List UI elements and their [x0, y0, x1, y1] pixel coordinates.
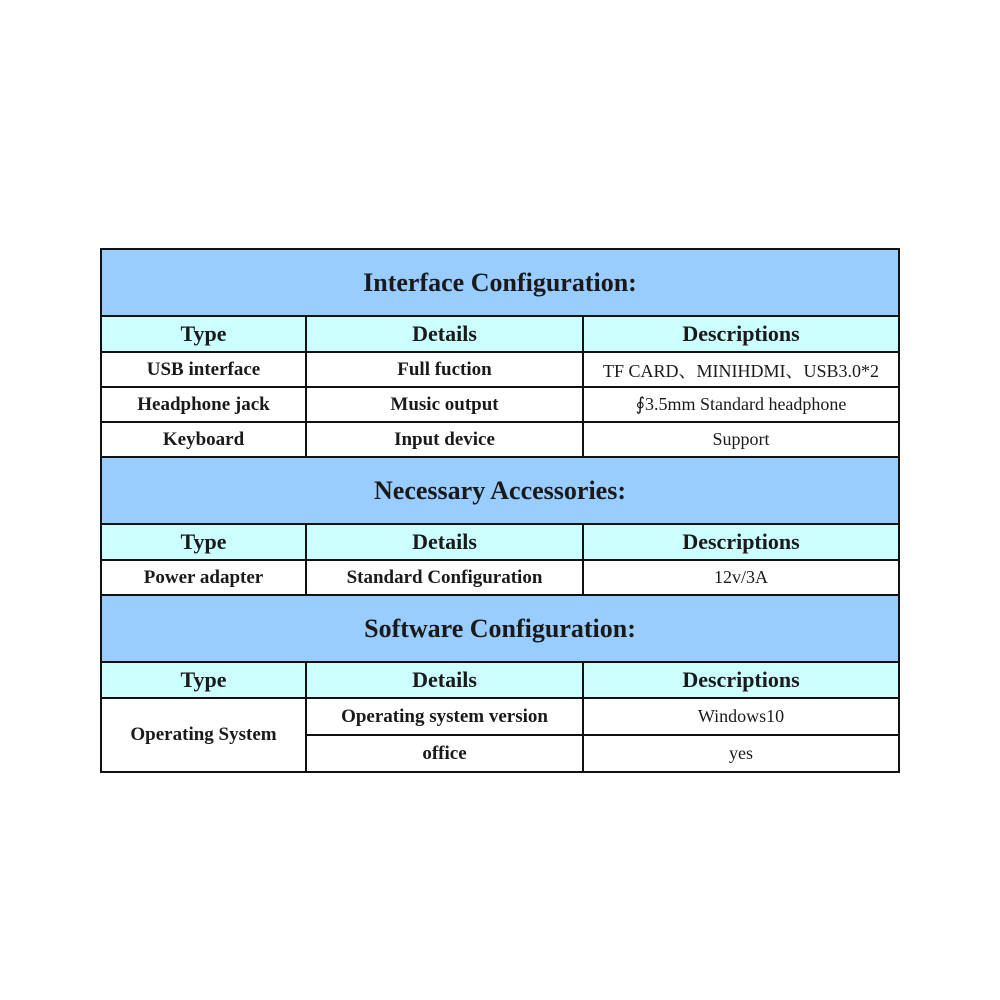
cell-type: Keyboard	[101, 422, 306, 457]
cell-description: Windows10	[583, 698, 899, 735]
column-header-details: Details	[306, 316, 583, 352]
cell-description: Support	[583, 422, 899, 457]
spec-table	[100, 248, 900, 773]
section-title: Necessary Accessories:	[101, 457, 899, 524]
column-header-details: Details	[306, 524, 583, 560]
cell-description: ∮3.5mm Standard headphone	[583, 387, 899, 422]
column-header-descriptions: Descriptions	[583, 524, 899, 560]
column-header-type: Type	[101, 316, 306, 352]
cell-type: Operating System	[101, 698, 306, 772]
column-header-descriptions: Descriptions	[583, 662, 899, 698]
cell-description: TF CARD、MINIHDMI、USB3.0*2	[583, 352, 899, 387]
column-header-row	[101, 524, 899, 560]
cell-details: Music output	[306, 387, 583, 422]
table-row	[101, 698, 899, 735]
cell-details: Full fuction	[306, 352, 583, 387]
column-header-descriptions: Descriptions	[583, 316, 899, 352]
section-header-row	[101, 457, 899, 524]
cell-details: Standard Configuration	[306, 560, 583, 595]
cell-description: 12v/3A	[583, 560, 899, 595]
cell-description: yes	[583, 735, 899, 772]
column-header-details: Details	[306, 662, 583, 698]
column-header-row	[101, 662, 899, 698]
column-header-type: Type	[101, 524, 306, 560]
table-row	[101, 387, 899, 422]
table-row	[101, 560, 899, 595]
table-row	[101, 352, 899, 387]
cell-type: Power adapter	[101, 560, 306, 595]
cell-details: office	[306, 735, 583, 772]
section-title: Software Configuration:	[101, 595, 899, 662]
section-header-row	[101, 595, 899, 662]
section-header-row	[101, 249, 899, 316]
cell-type: Headphone jack	[101, 387, 306, 422]
section-title: Interface Configuration:	[101, 249, 899, 316]
column-header-type: Type	[101, 662, 306, 698]
table-row	[101, 422, 899, 457]
cell-type: USB interface	[101, 352, 306, 387]
cell-details: Input device	[306, 422, 583, 457]
column-header-row	[101, 316, 899, 352]
cell-details: Operating system version	[306, 698, 583, 735]
